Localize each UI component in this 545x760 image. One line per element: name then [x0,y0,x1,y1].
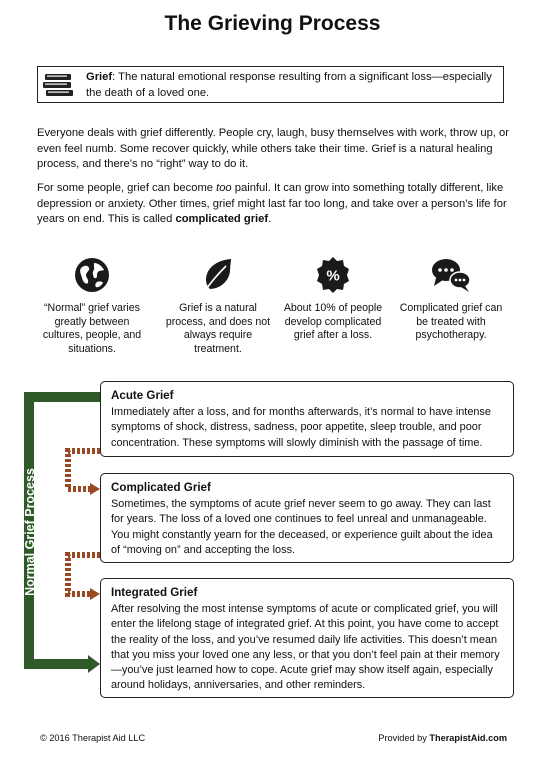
green-arrowhead [88,655,100,673]
svg-text:%: % [326,267,340,285]
p2-emphasis: too [216,182,232,194]
stage-title: Acute Grief [111,389,174,402]
provided-by [378,733,507,743]
brown-arrow-2 [68,555,100,594]
fact-text-3: About 10% of people develop complicated grief after a loss. [283,302,383,341]
fact-text-2: Grief is a natural process, and does not always require treatment. [165,302,271,355]
stage-card-acute [100,381,514,457]
brown-arrow-1 [68,451,100,489]
stage-title: Complicated Grief [111,481,211,494]
stage-text: Immediately after a loss, and for months afterwards, it’s normal to have intense symptoms of shock, distress, sadness, poor appetite, sleep trouble, and poor concentration. These symptoms will slowly diminish with the passage of time. [111,406,491,449]
stage-card-integrated [100,578,514,698]
definition-term: Grief [86,71,113,83]
stage-text: After resolving the most intense symptoms of acute or complicated grief, you will enter the lifelong stage of integrated grief. At this point, you have come to accept the reality of the loss, and you’ve resumed daily life activities. This doesn’t mean that you miss your loved one any less, or that you don’t feel pain at their memory—you’ve just learned how to cope. Acute grief may show itself again, especially around holidays, anniversaries, and other reminders. [111,603,500,692]
fact-text-4: Complicated grief can be treated with psychotherapy. [399,302,503,341]
fact-text-1: “Normal” grief varies greatly between cultures, people, and situations. [42,302,142,355]
stage-title: Integrated Grief [111,586,198,599]
provided-by-prefix: Provided by [378,733,430,743]
copyright: © 2016 Therapist Aid LLC [40,733,146,743]
page-title: The Grieving Process [164,12,381,35]
definition-body: : The natural emotional response resulting from a significant loss—especially the death of a loved one. [86,71,492,99]
p2-text-end: . [268,213,272,225]
intro-paragraph: Everyone deals with grief differently. People cry, laugh, busy themselves with work, throw up, or even feel numb. Some recover quickly, while others take their time. Grief is a natural healing process, and there’s no “right” way to do it. [37,127,509,170]
stage-card-complicated [100,473,514,563]
p2-strong: complicated grief [175,213,269,225]
p2-text-b: painful. It can grow into something totally different, like depression or anxiety. Other times, grief might last far too long, and take over a person’s life for years on end. This is called [37,182,507,225]
brown-arrowhead-1 [90,483,100,495]
p2-text-a: For some people, grief can become [37,182,217,194]
stage-text: Sometimes, the symptoms of acute grief never seem to go away. They can last for years. The loss of a loved one continues to feel unreal and unmanageable. You might constantly yearn for the deceased, or experience guilt about the idea of “moving on” and accepting the loss. [111,498,493,556]
brown-arrowhead-2 [90,588,100,600]
provider-link[interactable]: TherapistAid.com [429,733,507,743]
process-label: Normal Grief Process [23,468,37,596]
